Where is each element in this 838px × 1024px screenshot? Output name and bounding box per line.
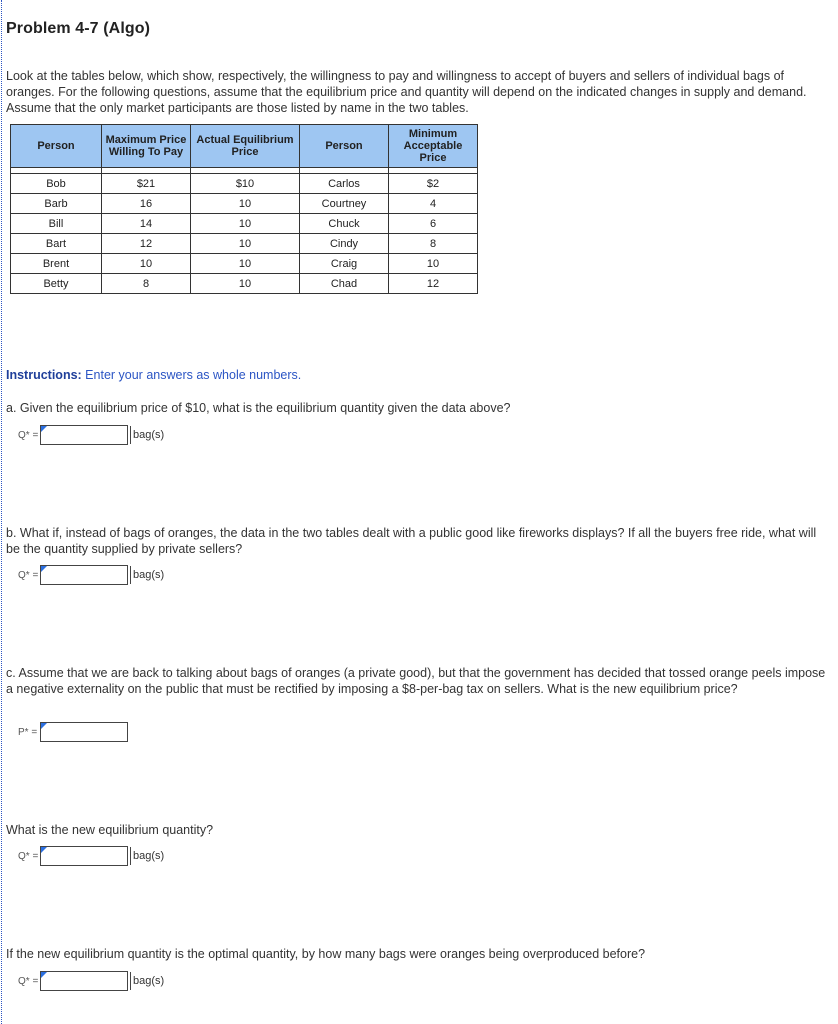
table-cell: 10 xyxy=(389,254,478,274)
table-cell: Bart xyxy=(11,234,102,254)
question-e-text: If the new equilibrium quantity is the optimal quantity, by how many bags were oranges being overproduced before? xyxy=(6,947,646,961)
answer-e-input[interactable] xyxy=(40,971,128,991)
answer-d-input[interactable] xyxy=(40,846,128,866)
table-cell: Chuck xyxy=(300,214,389,234)
answer-b-unit: bag(s) xyxy=(130,566,164,584)
problem-title: Problem 4-7 (Algo) xyxy=(6,20,151,37)
answer-d-var-label: Q* = xyxy=(18,850,39,862)
answer-b-var-label: Q* = xyxy=(18,569,39,581)
intro-paragraph: Look at the tables below, which show, respectively, the willingness to pay and willingness to accept of buyers and sellers of individual bags of oranges. For the following questions, assume that the equilibrium price and quantity will depend on the indicated changes in supply and demand. Assume that the only market participants are those listed by name in the two tables. xyxy=(6,69,807,115)
table-cell: $2 xyxy=(389,174,478,194)
header-max-price: Maximum Price Willing To Pay xyxy=(102,125,191,168)
table-cell: 16 xyxy=(102,194,191,214)
table-cell: Carlos xyxy=(300,174,389,194)
answer-row-d xyxy=(18,845,164,867)
table-cell: Brent xyxy=(11,254,102,274)
answer-a-input[interactable] xyxy=(40,425,128,445)
header-seller-person: Person xyxy=(300,125,389,168)
instructions-text: Enter your answers as whole numbers. xyxy=(81,368,302,382)
table-cell: Barb xyxy=(11,194,102,214)
header-equilibrium-price: Actual Equilibrium Price xyxy=(191,125,300,168)
table-cell: Courtney xyxy=(300,194,389,214)
left-border xyxy=(1,0,2,1024)
instructions-label: Instructions: xyxy=(6,368,82,382)
table-cell: 10 xyxy=(191,234,300,254)
question-c-text: c. Assume that we are back to talking about bags of oranges (a private good), but that the government has decided that tossed orange peels impose a negative externality on the public that must be rectified by imposing a $8-per-bag tax on sellers. What is the new equilibrium price? xyxy=(6,666,826,696)
table-cell: Craig xyxy=(300,254,389,274)
orange-market-table xyxy=(10,124,478,294)
table-cell: 10 xyxy=(191,214,300,234)
answer-row-b xyxy=(18,564,164,586)
table-cell: 10 xyxy=(191,254,300,274)
header-min-price: Minimum Acceptable Price xyxy=(389,125,478,168)
answer-e-var-label: Q* = xyxy=(18,975,39,987)
answer-b-input[interactable] xyxy=(40,565,128,585)
table-row xyxy=(11,214,478,234)
table-row xyxy=(11,174,478,194)
table-cell: Bill xyxy=(11,214,102,234)
answer-e-unit: bag(s) xyxy=(130,972,164,990)
table-cell: 8 xyxy=(102,274,191,294)
table-row xyxy=(11,194,478,214)
table-cell: 8 xyxy=(389,234,478,254)
question-a-text: a. Given the equilibrium price of $10, what is the equilibrium quantity given the data above? xyxy=(6,401,511,415)
table-cell: 10 xyxy=(191,194,300,214)
table-cell: 14 xyxy=(102,214,191,234)
answer-c-input[interactable] xyxy=(40,722,128,742)
table-cell: $10 xyxy=(191,174,300,194)
answer-a-unit: bag(s) xyxy=(130,426,164,444)
answer-d-unit: bag(s) xyxy=(130,847,164,865)
table-cell: Bob xyxy=(11,174,102,194)
answer-c-var-label: P* = xyxy=(18,726,38,738)
answer-row-c xyxy=(18,721,128,743)
table-row xyxy=(11,254,478,274)
table-cell: Betty xyxy=(11,274,102,294)
table-cell: $21 xyxy=(102,174,191,194)
answer-a-var-label: Q* = xyxy=(18,429,39,441)
table-row xyxy=(11,234,478,254)
table-cell: 12 xyxy=(102,234,191,254)
table-cell: Cindy xyxy=(300,234,389,254)
question-b-text: b. What if, instead of bags of oranges, the data in the two tables dealt with a public good like fireworks displays? If all the buyers free ride, what will be the quantity supplied by private sellers? xyxy=(6,526,817,556)
table-cell: 6 xyxy=(389,214,478,234)
answer-row-a xyxy=(18,424,164,446)
table-cell: 10 xyxy=(191,274,300,294)
table-cell: 10 xyxy=(102,254,191,274)
table-cell: 12 xyxy=(389,274,478,294)
instructions xyxy=(6,368,301,382)
table-cell: 4 xyxy=(389,194,478,214)
table-row xyxy=(11,274,478,294)
question-d-text: What is the new equilibrium quantity? xyxy=(6,823,214,837)
answer-row-e xyxy=(18,970,164,992)
table-cell: Chad xyxy=(300,274,389,294)
header-buyer-person: Person xyxy=(11,125,102,168)
